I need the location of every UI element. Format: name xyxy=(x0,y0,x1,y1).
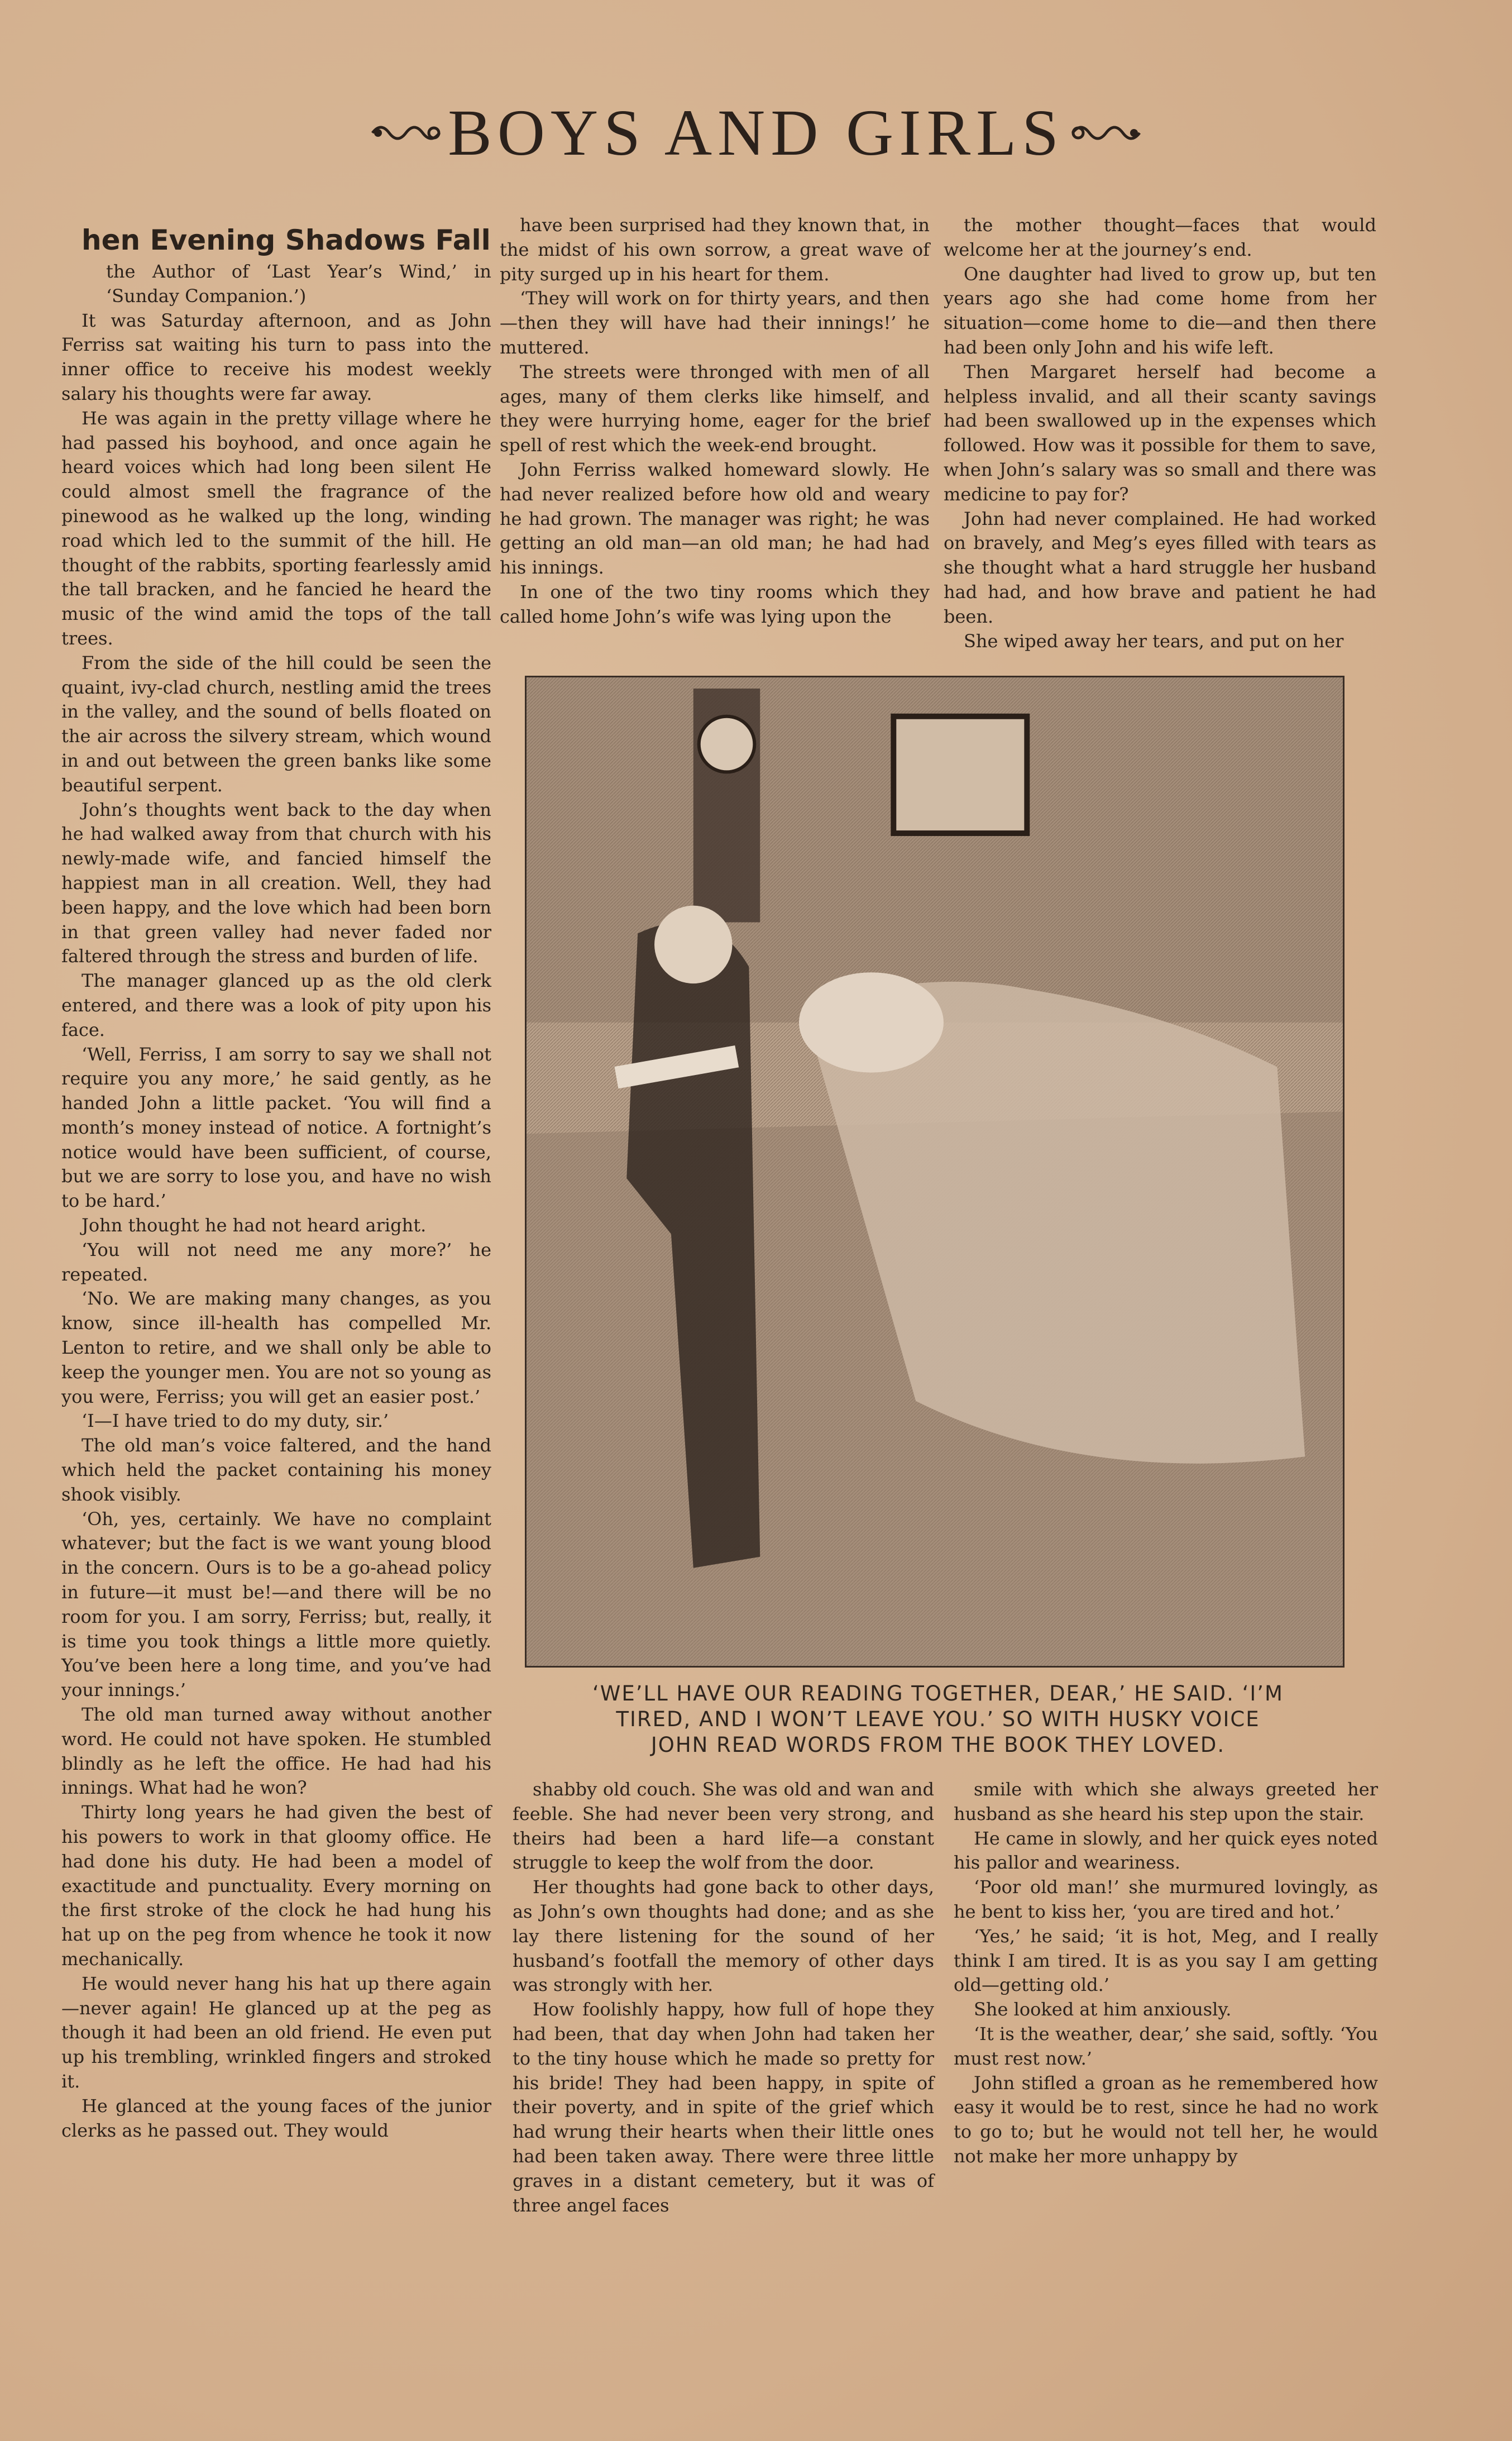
paragraph: ‘They will work on for thirty years, and then—then they will have had their innings!’ he muttered. xyxy=(500,288,930,358)
story-byline: the Author of ‘Last Year’s Wind,’ in ‘Sunday Companion.’) xyxy=(106,261,491,307)
paragraph: It was Saturday afternoon, and as John Ferriss sat waiting his turn to pass into the inner office to receive his modest weekly salary his thoughts were far away. xyxy=(61,309,491,404)
paragraph: One daughter had lived to grow up, but ten years ago she had come home from her situation—come home to die—and then there had been only John and his wife left. xyxy=(944,263,1376,358)
paragraph: She wiped away her tears, and put on her xyxy=(964,630,1344,652)
caption-line-3: JOHN READ WORDS FROM THE BOOK THEY LOVED. xyxy=(650,1733,1226,1757)
column-3-bottom xyxy=(954,1778,1378,2169)
paragraph: shabby old couch. She was old and wan and feeble. She had never been very strong, and theirs had been a hard life—a constant struggle to keep the wolf from the door. xyxy=(513,1779,934,1874)
paragraph: ‘You will not need me any more?’ he repeated. xyxy=(61,1239,491,1285)
picture-frame xyxy=(893,716,1027,833)
masthead xyxy=(0,95,1512,171)
paragraph: John had never complained. He had worked on bravely, and Meg’s eyes filled with tears as she thought what a hard struggle her husband had had, and how brave and patient he had been. xyxy=(944,508,1376,627)
illustration-caption xyxy=(503,1681,1374,1758)
paragraph: The streets were thronged with men of all ages, many of them clerks like himself, and they were hurrying home, eager for the brief spell of rest which the week-end brought. xyxy=(500,361,930,456)
caption-line-2: TIRED, AND I WON’T LEAVE YOU.’ SO WITH HUSKY VOICE xyxy=(616,1707,1260,1731)
paragraph: Thirty long years he had given the best of his powers to work in that gloomy office. He had done his duty. He had been a model of exactitude and punctuality. Every morning on the first stroke of the clock he had hung his hat up on the peg from whence he took it now mechanically. xyxy=(61,1802,491,1970)
paragraph: have been surprised had they known that, in the midst of his own sorrow, a great wave of pity surged up in his heart for them. xyxy=(500,214,930,285)
man-head xyxy=(654,906,732,984)
paragraph: ‘Yes,’ he said; ‘it is hot, Meg, and I really think I am tired. It is as you say I am getting old—getting old.’ xyxy=(954,1925,1378,1996)
column-3-top xyxy=(944,213,1376,653)
paragraph: ‘Well, Ferriss, I am sorry to say we shall not require you any more,’ he said gently, as he handed John a little packet. ‘You will find a month’s money instead of notice. A fortnight’s notice would have been sufficient, of course, but we are sorry to lose you, and have no wish to be hard.’ xyxy=(61,1043,491,1212)
paragraph: ‘Oh, yes, certainly. We have no complaint whatever; but the fact is we want young blood in the concern. Ours is to be a go-ahead policy in future—it must be!—and there will be no room for you. I am sorry, Ferriss; but, really, it is time you took things a little more quietly. You’ve been here a long time, and you’ve had your innings.’ xyxy=(61,1508,491,1701)
paragraph: She looked at him anxiously. xyxy=(974,1999,1232,2020)
paragraph: The old man turned away without another word. He could not have spoken. He stumbled blindly as he left the office. He had had his innings. What had he won? xyxy=(61,1704,491,1799)
paragraph: He would never hang his hat up there again—never again! He glanced up at the peg as though it had been an old friend. He even put up his trembling, wrinkled fingers and stroked it. xyxy=(61,1972,491,2092)
paragraph: Her thoughts had gone back to other days, as John’s own thoughts had done; and as she lay there listening for the sound of her husband’s footfall the memory of other days was strongly with her. xyxy=(513,1876,934,1996)
paragraph: He was again in the pretty village where he had passed his boyhood, and once again he heard voices which had long been silent He could almost smell the fragrance of the pinewood as he walked up the long, winding road which led to the summit of the hill. He thought of the rabbits, sporting fearlessly amid the tall bracken, and he fancied he heard the music of the wind amid the tops of the tall trees. xyxy=(61,407,491,649)
column-3b-body xyxy=(954,1778,1378,2169)
column-3-body xyxy=(944,213,1376,653)
paragraph: He came in slowly, and her quick eyes noted his pallor and weariness. xyxy=(954,1827,1378,1874)
paragraph: John’s thoughts went back to the day when he had walked away from that church with his newly-made wife, and fancied himself the happiest man in all creation. Well, they had been happy, and the love which had been born in that green valley had never faded nor faltered through the stress and burden of life. xyxy=(61,799,491,967)
caption-line-1: ‘WE’LL HAVE OUR READING TOGETHER, DEAR,’ HE SAID. ‘I’M xyxy=(592,1682,1284,1706)
paragraph: In one of the two tiny rooms which they called home John’s wife was lying upon the xyxy=(500,581,930,627)
paragraph: John Ferriss walked homeward slowly. He had never realized before how old and weary he had grown. The manager was right; he was getting an old man—an old man; he had had his innings. xyxy=(500,458,930,579)
paragraph: ‘Poor old man!’ she murmured lovingly, as he bent to kiss her, ‘you are tired and hot.’ xyxy=(954,1876,1378,1922)
paragraph: ‘No. We are making many changes, as you know, since ill-health has compelled Mr. Lenton to retire, and we shall only be able to keep the younger men. You are not so young as you were, Ferriss; you will get an easier post.’ xyxy=(61,1288,491,1407)
paragraph: How foolishly happy, how full of hope they had been, that day when John had taken her to the tiny house which he made so pretty for his bride! They had been happy, in spite of their poverty, and in spite of the grief which had wrung their hearts when their little ones had been taken away. There were three little graves in a distant cemetery, but it was of three angel faces xyxy=(513,1999,934,2216)
column-1 xyxy=(61,221,491,2143)
paragraph: Then Margaret herself had become a helpless invalid, and all their scanty savings had been swallowed up in the expenses which followed. How was it possible for them to save, when John’s salary was so small and there was medicine to pay for? xyxy=(944,361,1376,505)
illustration xyxy=(525,676,1344,1668)
paragraph: The manager glanced up as the old clerk entered, and there was a look of pity upon his face. xyxy=(61,970,491,1040)
clock-face xyxy=(699,716,755,772)
column-2b-body xyxy=(513,1778,934,2218)
paragraph: the mother thought—faces that would welcome her at the journey’s end. xyxy=(944,214,1376,260)
paragraph: From the side of the hill could be seen the quaint, ivy-clad church, nestling amid the trees in the valley, and the sound of bells floated on the air across the silvery stream, which wound in and out between the green banks like some beautiful serpent. xyxy=(61,652,491,796)
paragraph: smile with which she always greeted her husband as she heard his step upon the stair. xyxy=(954,1779,1378,1824)
column-2-top xyxy=(500,213,930,629)
column-1-body xyxy=(61,309,491,2143)
column-2-body xyxy=(500,213,930,629)
left-ornament-icon xyxy=(367,116,445,150)
right-ornament-icon xyxy=(1067,116,1145,150)
paragraph: He glanced at the young faces of the junior clerks as he passed out. They would xyxy=(61,2095,491,2141)
paragraph: John stifled a groan as he remembered how easy it would be to rest, since he had no work to go to; but he would not tell her, he would not make her more unhappy by xyxy=(954,2072,1378,2167)
story-headline: hen Evening Shadows Fall xyxy=(82,224,491,256)
paragraph: ‘I—I have tried to do my duty, sir.’ xyxy=(82,1410,389,1432)
pillow xyxy=(799,972,944,1072)
engraving-image xyxy=(527,677,1343,1666)
paragraph: The old man’s voice faltered, and the hand which held the packet containing his money shook visibly. xyxy=(61,1435,491,1505)
paragraph: John thought he had not heard aright. xyxy=(82,1215,427,1236)
column-2-bottom xyxy=(513,1778,934,2218)
section-title: BOYS AND GIRLS xyxy=(448,96,1064,169)
paragraph: ‘It is the weather, dear,’ she said, softly. ‘You must rest now.’ xyxy=(954,2023,1378,2069)
